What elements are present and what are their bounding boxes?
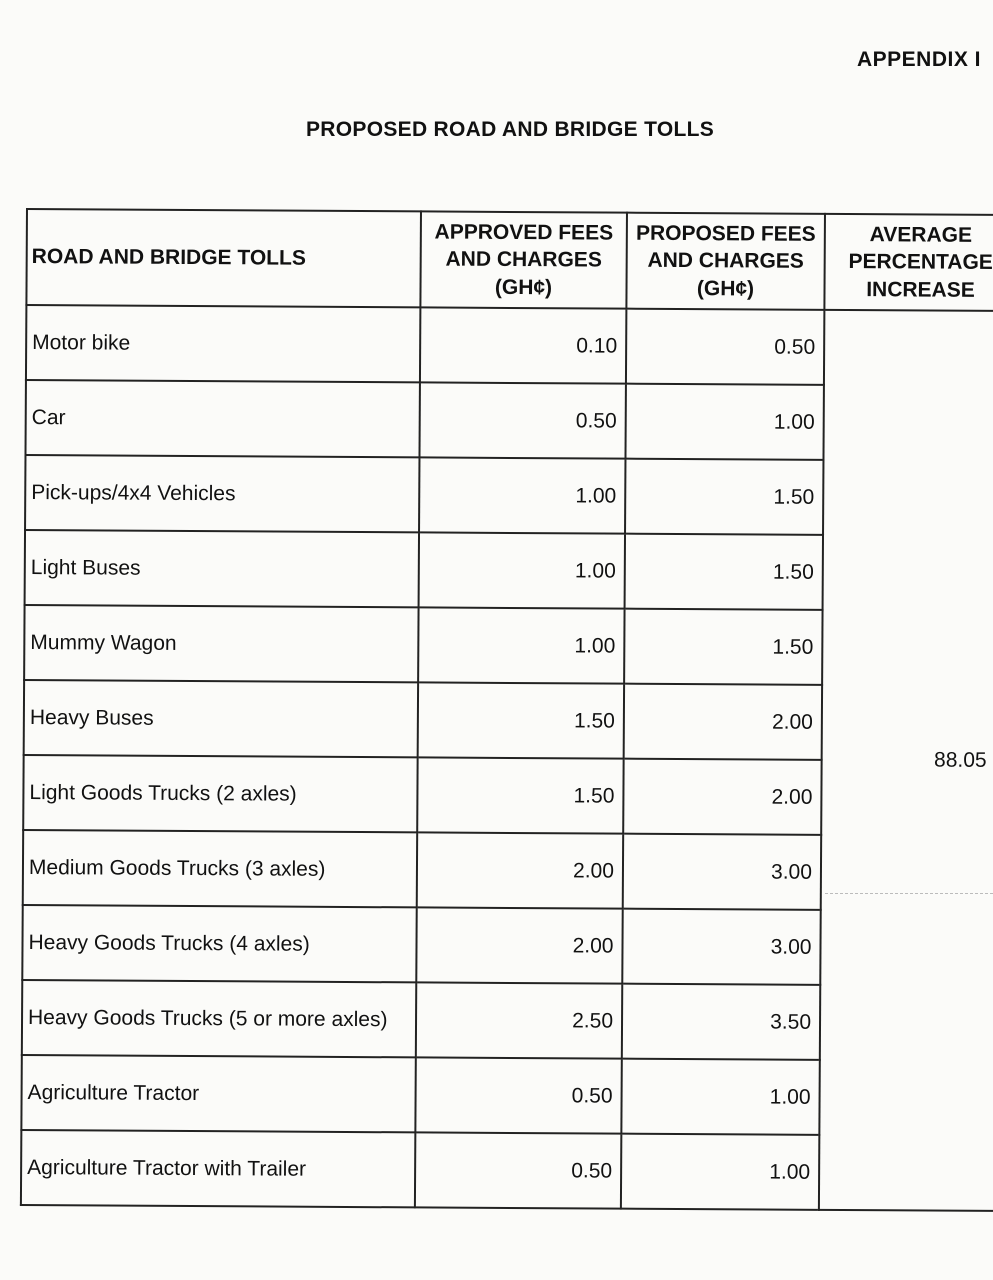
toll-category: Agriculture Tractor (21, 1055, 415, 1132)
toll-category: Heavy Buses (24, 680, 418, 757)
proposed-fee: 1.00 (625, 384, 823, 460)
approved-fee: 2.00 (417, 832, 623, 908)
proposed-fee: 3.50 (622, 984, 820, 1060)
proposed-fee: 2.00 (623, 759, 821, 835)
toll-category: Agriculture Tractor with Trailer (21, 1130, 415, 1207)
toll-table (20, 208, 993, 1212)
toll-category: Heavy Goods Trucks (4 axles) (22, 905, 416, 982)
document-title: PROPOSED ROAD AND BRIDGE TOLLS (305, 118, 715, 141)
approved-fee: 0.50 (415, 1132, 621, 1208)
average-percentage-increase: 88.05 (819, 310, 993, 1211)
header-average-percentage-increase: AVERAGE PERCENTAGE INCREASE (824, 214, 993, 311)
header-approved-fees: APPROVED FEES AND CHARGES (GH¢) (420, 211, 627, 308)
toll-category: Mummy Wagon (24, 605, 418, 682)
proposed-fee: 1.00 (621, 1059, 819, 1135)
toll-category: Motor bike (26, 305, 420, 382)
table-row (26, 305, 993, 386)
proposed-fee: 1.50 (625, 459, 823, 535)
appendix-label: APPENDIX I (856, 48, 981, 71)
approved-fee: 2.00 (416, 907, 622, 983)
approved-fee: 1.00 (418, 607, 624, 683)
approved-fee: 1.50 (417, 757, 623, 833)
header-road-and-bridge-tolls: ROAD AND BRIDGE TOLLS (26, 209, 421, 307)
approved-fee: 1.50 (418, 682, 624, 758)
approved-fee: 0.10 (420, 307, 626, 383)
proposed-fee: 2.00 (624, 684, 822, 760)
toll-category: Pick-ups/4x4 Vehicles (25, 455, 419, 532)
toll-category: Medium Goods Trucks (3 axles) (23, 830, 417, 907)
proposed-fee: 1.50 (625, 534, 823, 610)
faint-divider (825, 893, 993, 894)
toll-category: Light Buses (25, 530, 419, 607)
approved-fee: 0.50 (415, 1057, 621, 1133)
proposed-fee: 1.50 (624, 609, 822, 685)
toll-category: Car (25, 380, 419, 457)
proposed-fee: 0.50 (626, 309, 824, 385)
header-proposed-fees: PROPOSED FEES AND CHARGES (GH¢) (626, 213, 825, 310)
approved-fee: 1.00 (419, 532, 625, 608)
proposed-fee: 3.00 (622, 909, 820, 985)
approved-fee: 0.50 (419, 382, 625, 458)
toll-category: Light Goods Trucks (2 axles) (23, 755, 417, 832)
proposed-fee: 3.00 (623, 834, 821, 910)
approved-fee: 1.00 (419, 457, 625, 533)
table-header-row (26, 209, 993, 311)
toll-category: Heavy Goods Trucks (5 or more axles) (22, 980, 416, 1057)
proposed-fee: 1.00 (621, 1134, 819, 1210)
approved-fee: 2.50 (416, 982, 622, 1058)
